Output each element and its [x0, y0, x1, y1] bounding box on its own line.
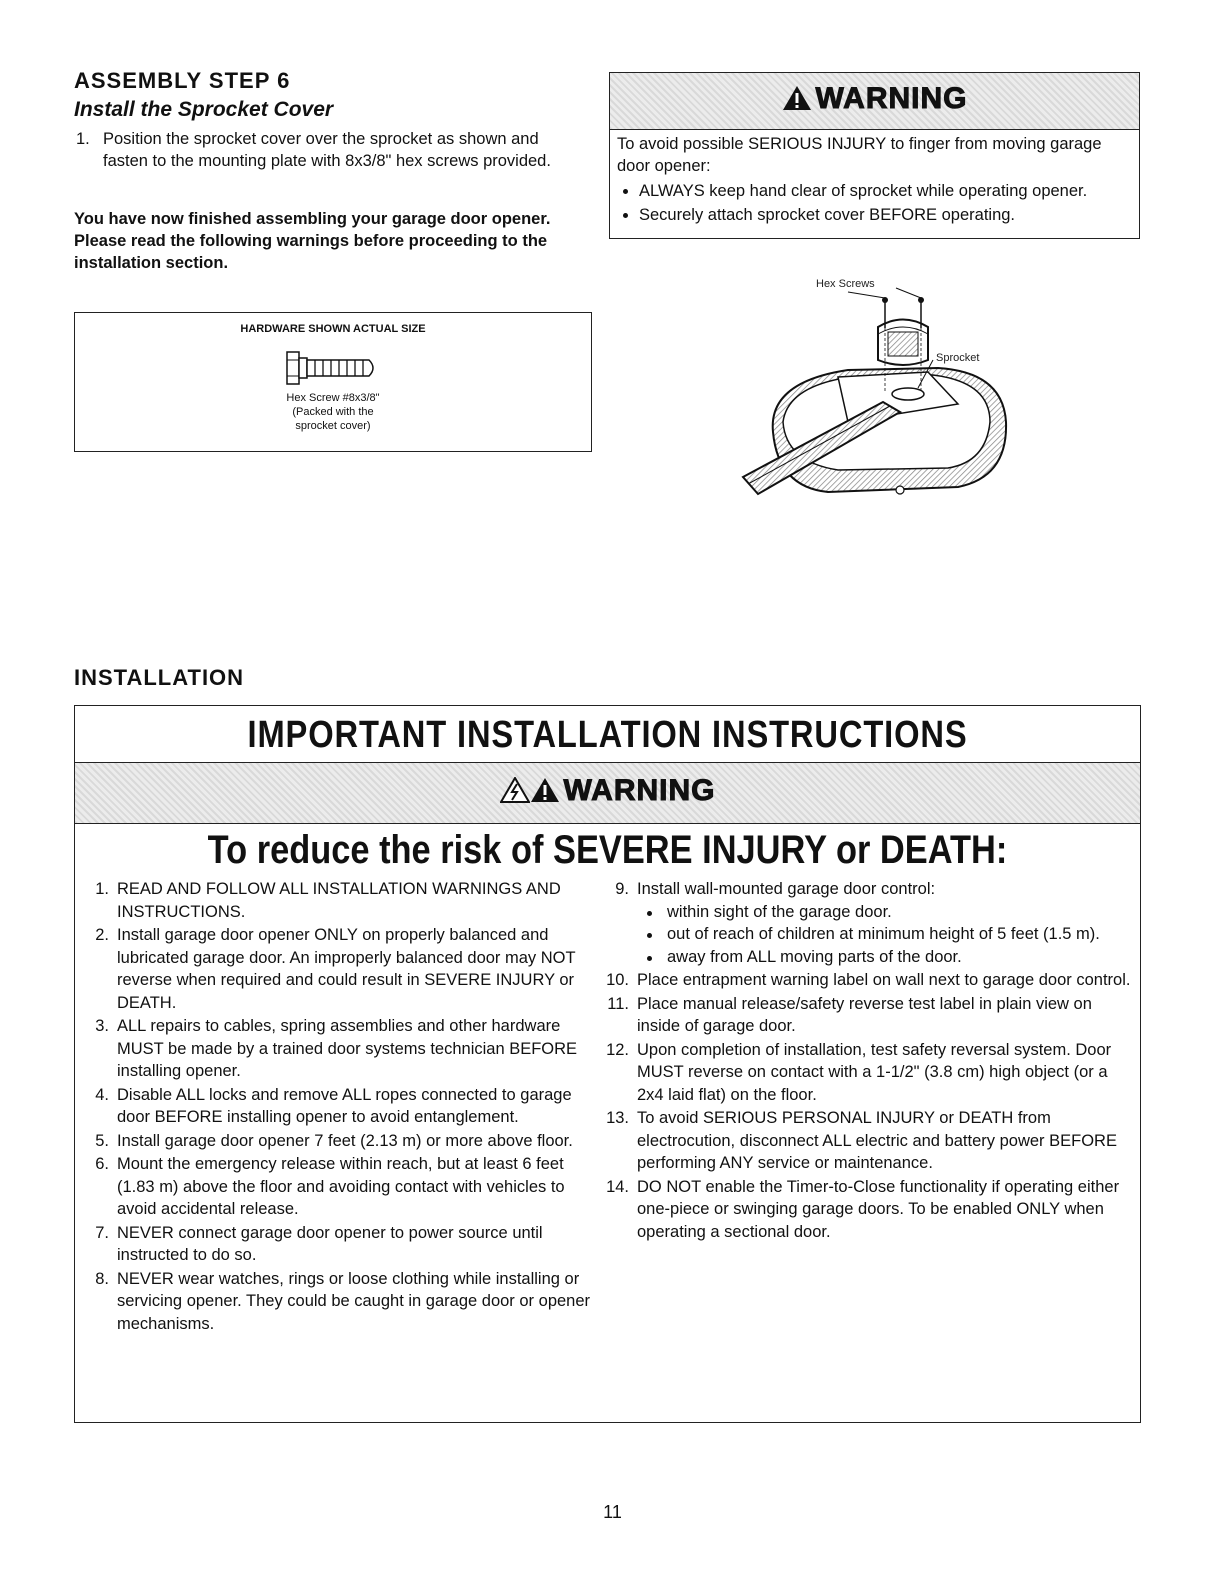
sprocket-label: Sprocket: [936, 352, 980, 364]
hardware-box: [74, 312, 592, 452]
installation-box: [74, 705, 1141, 1423]
instruction-item: 5. Install garage door opener 7 feet (2.13 m) or more above floor.: [95, 1131, 573, 1150]
warning-label-text: WARNING: [815, 82, 968, 115]
instruction-item: 4. Disable ALL locks and remove ALL ropes connected to garage door BEFORE installing opener to avoid entanglement.: [95, 1085, 572, 1126]
hex-screw-icon: [285, 348, 381, 388]
warning-box: [609, 72, 1140, 239]
hardware-caption-line: Hex Screw #8x3/8": [286, 392, 380, 404]
hardware-caption-line: sprocket cover): [295, 420, 371, 432]
instruction-sub-bullet: away from ALL moving parts of the door.: [637, 946, 1133, 969]
opener-illustration: [728, 272, 1028, 532]
installation-title: IMPORTANT INSTALLATION INSTRUCTIONS: [247, 714, 968, 756]
instruction-item: 7. NEVER connect garage door opener to power source until instructed to do so.: [95, 1223, 543, 1264]
hardware-title: HARDWARE SHOWN ACTUAL SIZE: [240, 323, 426, 335]
installation-warning-banner: [75, 762, 1140, 824]
hardware-caption: [75, 391, 591, 433]
instruction-item: 6. Mount the emergency release within reach, but at least 6 feet (1.83 m) above the floor and avoiding contact with vehicles to avoid accidental release.: [95, 1155, 565, 1218]
installation-warning-label: [75, 774, 1140, 808]
warning-intro: To avoid possible SERIOUS INJURY to finger from moving garage door opener:: [617, 135, 1102, 175]
step-text: Position the sprocket cover over the sprocket as shown and fasten to the mounting plate with 8x3/8" hex screws provided.: [103, 130, 551, 170]
page-number: 11: [603, 1502, 622, 1522]
warning-banner: [610, 73, 1139, 130]
finished-note: You have now finished assembling your garage door opener. Please read the following warnings before proceeding to the installation section.: [74, 210, 551, 272]
hardware-caption-line: (Packed with the: [292, 406, 374, 418]
assembly-step-item: [76, 128, 576, 172]
assembly-step-subheading: Install the Sprocket Cover: [74, 98, 334, 121]
instruction-item: 1. READ AND FOLLOW ALL INSTALLATION WARNINGS AND INSTRUCTIONS.: [95, 880, 561, 921]
instruction-item: 13. To avoid SERIOUS PERSONAL INJURY or DEATH from electrocution, disconnect ALL electric and battery power BEFORE performing ANY service or maintenance.: [606, 1109, 1117, 1172]
warning-label: [610, 82, 1139, 116]
instruction-item: 2. Install garage door opener ONLY on properly balanced and lubricated garage door. An improperly balanced door may NOT reverse when required and could result in SEVERE INJURY or DEATH.: [95, 926, 576, 1012]
instruction-item: 8. NEVER wear watches, rings or loose clothing while installing or servicing opener. They could be caught in garage door or opener mechanisms.: [95, 1269, 591, 1333]
warning-list: [617, 179, 1132, 227]
instructions-left-column: [85, 878, 595, 1336]
warning-bullet: Securely attach sprocket cover BEFORE operating.: [617, 203, 1132, 227]
electrical-hazard-icon: [500, 777, 530, 803]
warning-bullet: ALWAYS keep hand clear of sprocket while operating opener.: [617, 179, 1132, 203]
instruction-sub-bullet: out of reach of children at minimum height of 5 feet (1.5 m).: [637, 923, 1133, 946]
instruction-item: 14. DO NOT enable the Timer-to-Close functionality if operating either one-piece or swinging garage doors. To be enabled ONLY when operating a sectional door.: [606, 1177, 1120, 1241]
instruction-sub-bullet: within sight of the garage door.: [637, 901, 1133, 924]
instruction-item: 9. Install wall-mounted garage door control: within sight of the garage door. out of reach of children at minimum height of 5 feet (1.5 m). away from ALL moving parts of the door.: [605, 878, 1133, 968]
assembly-step-heading: ASSEMBLY STEP 6: [74, 68, 291, 93]
bullet-icon: [623, 189, 628, 194]
step-number: 1.: [76, 130, 90, 148]
garage-opener-drawing: [728, 272, 1028, 532]
instruction-item: 10. Place entrapment warning label on wall next to garage door control.: [606, 971, 1131, 989]
hex-screws-label: Hex Screws: [816, 278, 875, 290]
bullet-icon: [647, 911, 652, 916]
warning-triangle-icon: [530, 777, 560, 803]
warning-triangle-icon: [782, 85, 812, 111]
instruction-item: 12. Upon completion of installation, test safety reversal system. Door MUST reverse on contact with a 1-1/2" (3.8 cm) high object (or a 2x4 laid flat) on the floor.: [606, 1040, 1112, 1104]
installation-warning-text: WARNING: [563, 774, 716, 807]
bullet-icon: [623, 213, 628, 218]
bullet-icon: [647, 956, 652, 961]
instruction-item: 3. ALL repairs to cables, spring assemblies and other hardware MUST be made by a trained door systems technician BEFORE installing opener.: [95, 1017, 578, 1080]
risk-heading: To reduce the risk of SEVERE INJURY or DEATH:: [207, 828, 1008, 872]
instruction-item: 11. Place manual release/safety reverse test label in plain view on inside of garage door.: [607, 994, 1092, 1035]
instructions-right-column: [605, 878, 1133, 1244]
bullet-icon: [647, 933, 652, 938]
installation-heading: INSTALLATION: [74, 665, 245, 690]
